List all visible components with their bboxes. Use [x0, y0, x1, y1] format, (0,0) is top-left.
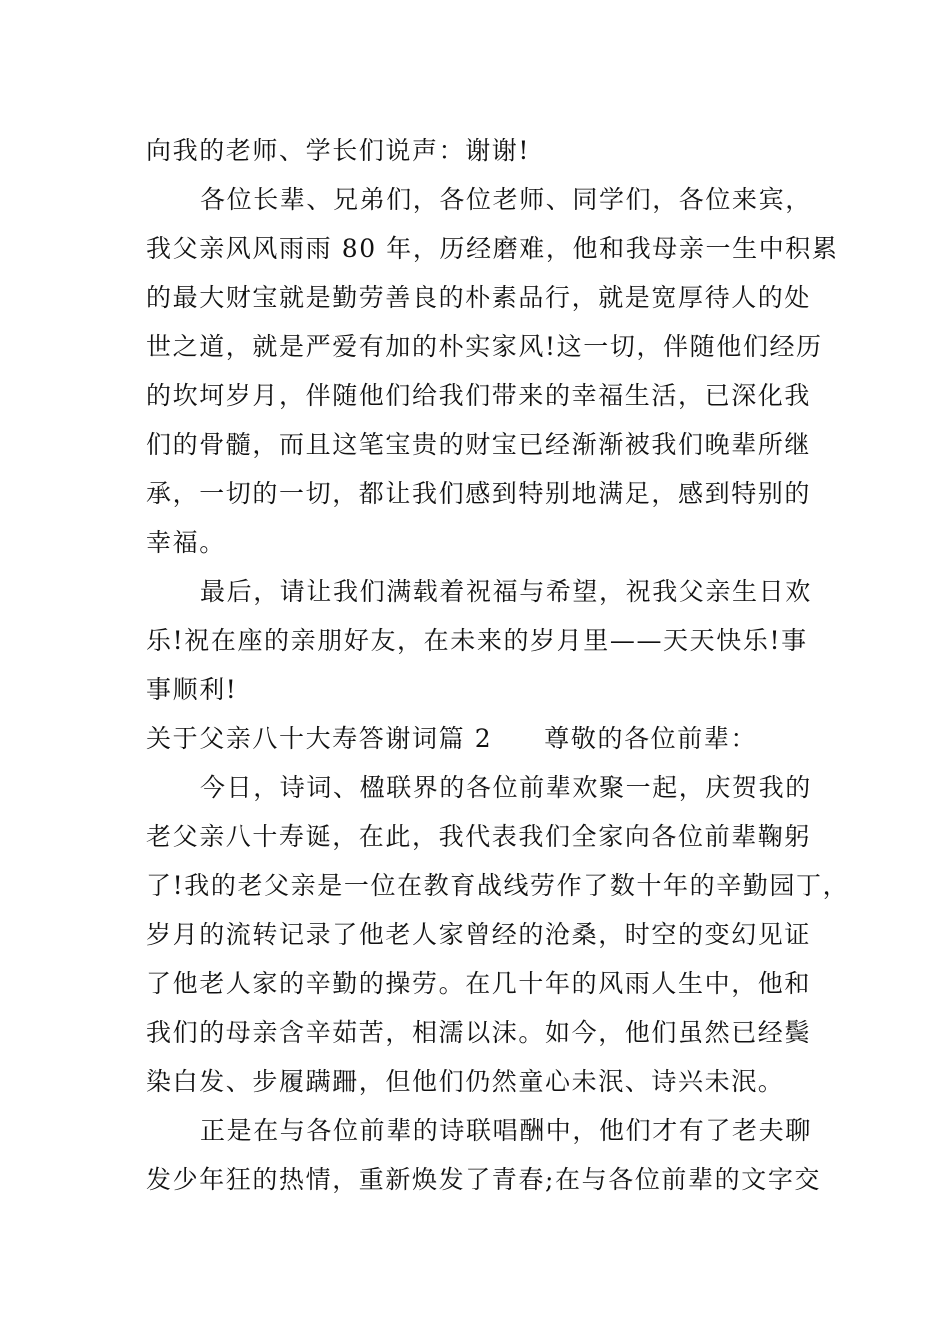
text-line: 承，一切的一切，都让我们感到特别地满足，感到特别的 — [146, 479, 812, 508]
paragraph-first-line: 今日，诗词、楹联界的各位前辈欢聚一起，庆贺我的 — [200, 773, 812, 802]
paragraph-first-line: 正是在与各位前辈的诗联唱酬中，他们才有了老夫聊 — [200, 1116, 812, 1145]
text-line: 我们的母亲含辛茹苦，相濡以沫。如今，他们虽然已经鬓 — [146, 1018, 812, 1047]
text-line: 我父亲风风雨雨 80 年，历经磨难，他和我母亲一生中积累 — [146, 234, 839, 263]
text-line: 了他老人家的辛勤的操劳。在几十年的风雨人生中，他和 — [146, 969, 812, 998]
text-line: 染白发、步履蹒跚，但他们仍然童心未泯、诗兴未泯。 — [146, 1067, 785, 1096]
section-title: 关于父亲八十大寿答谢词篇 2 — [146, 724, 493, 753]
text-line: 发少年狂的热情，重新焕发了青春;在与各位前辈的文字交 — [146, 1165, 822, 1194]
text-line: 向我的老师、学长们说声：谢谢! — [146, 136, 531, 165]
text-line: 幸福。 — [146, 528, 226, 557]
salutation: 尊敬的各位前辈： — [544, 724, 758, 753]
text-line: 了!我的老父亲是一位在教育战线劳作了数十年的辛勤园丁， — [146, 871, 850, 900]
section-heading — [146, 714, 826, 763]
text-line: 的最大财宝就是勤劳善良的朴素品行，就是宽厚待人的处 — [146, 283, 812, 312]
paragraph-first-line: 各位长辈、兄弟们，各位老师、同学们，各位来宾， — [200, 185, 812, 214]
text-line: 老父亲八十寿诞，在此，我代表我们全家向各位前辈鞠躬 — [146, 822, 812, 851]
text-line: 岁月的流转记录了他老人家曾经的沧桑，时空的变幻见证 — [146, 920, 812, 949]
document-body — [146, 126, 850, 1204]
paragraph-first-line: 最后，请让我们满载着祝福与希望，祝我父亲生日欢 — [200, 577, 812, 606]
text-line: 世之道，就是严爱有加的朴实家风!这一切，伴随他们经历 — [146, 332, 823, 361]
text-line: 事顺利! — [146, 675, 238, 704]
text-line: 们的骨髓，而且这笔宝贵的财宝已经渐渐被我们晚辈所继 — [146, 430, 812, 459]
text-line: 的坎坷岁月，伴随他们给我们带来的幸福生活，已深化我 — [146, 381, 812, 410]
text-line: 乐!祝在座的亲朋好友，在未来的岁月里——天天快乐!事 — [146, 626, 808, 655]
